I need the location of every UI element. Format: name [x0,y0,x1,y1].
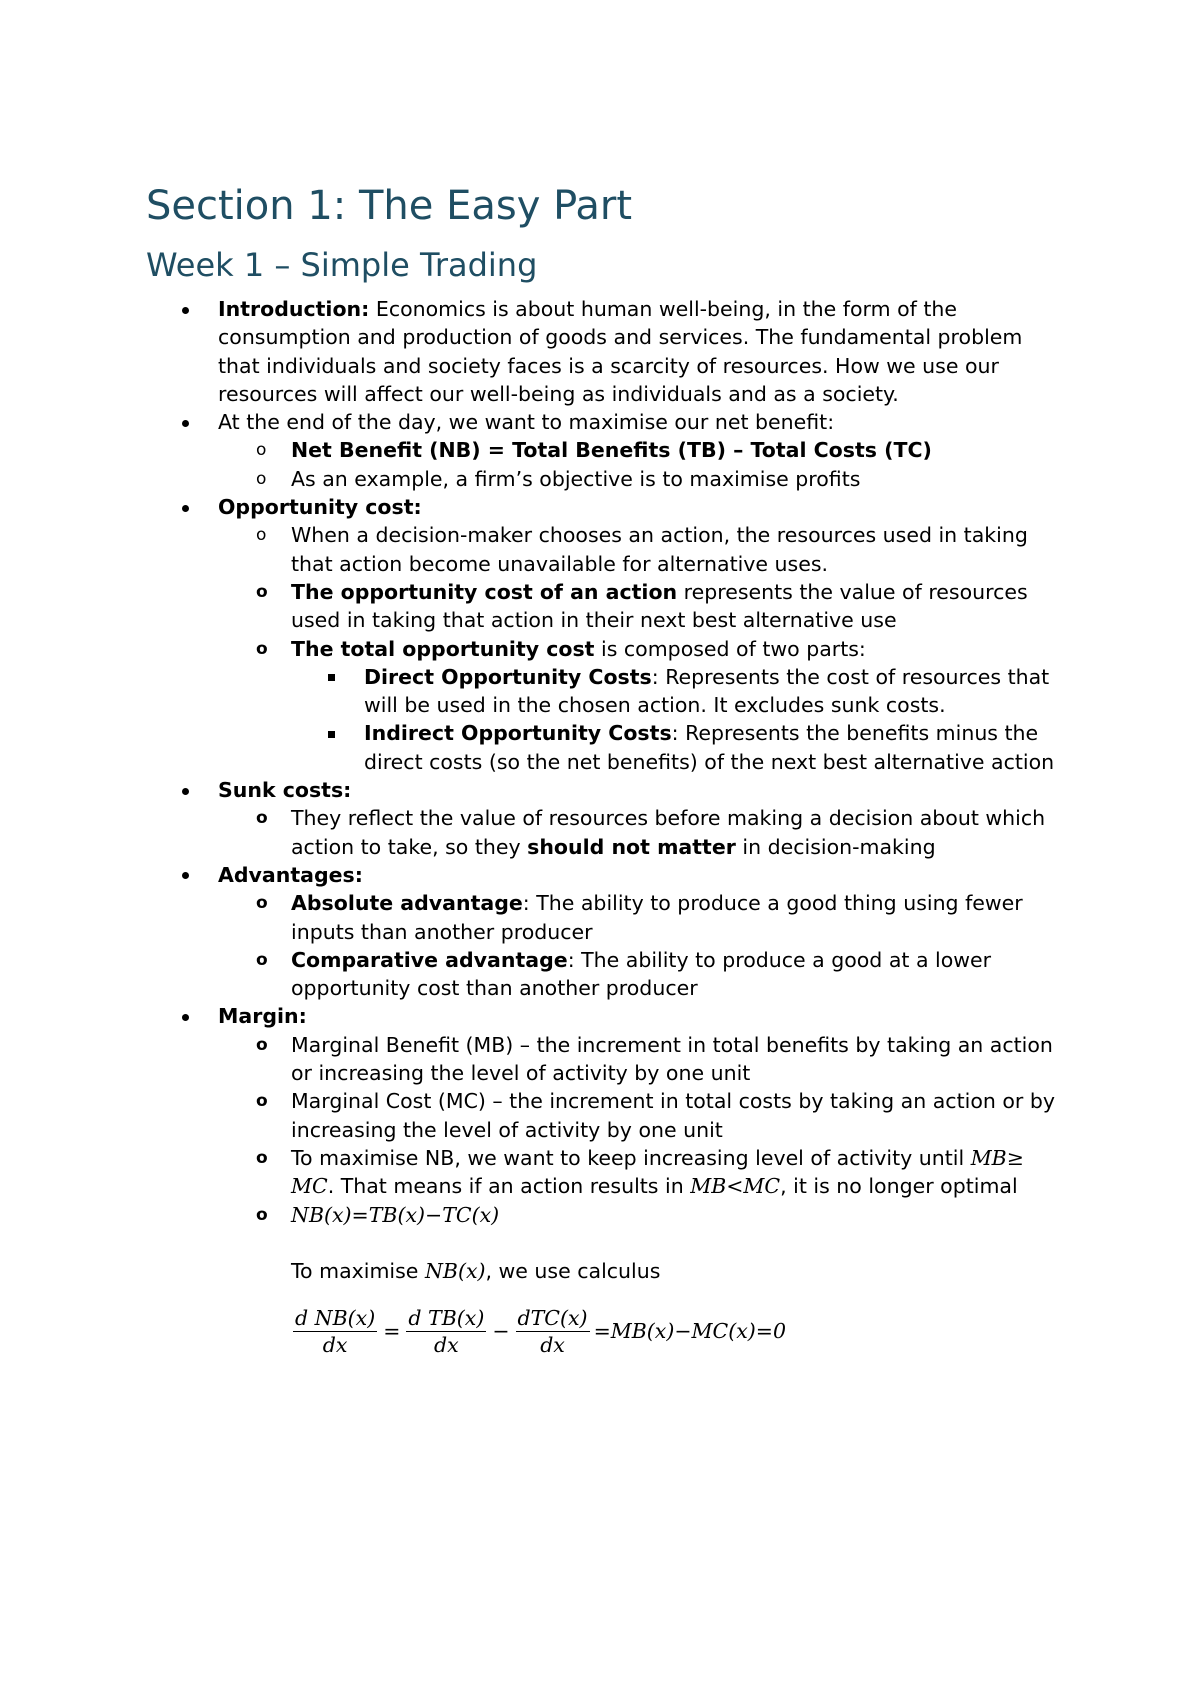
text-nb-formula: Net Benefit (NB) = Total Benefits (TB) – Total Costs (TC) [291,438,932,463]
text-indirect-costs: : Represents the benefits minus the direct costs (so the net benefits) of the next best alternative action [364,721,1055,774]
bold-direct-costs: Direct Opportunity Costs [364,664,652,689]
list-item-direct-costs [0,663,1066,720]
spacer [0,1229,1200,1257]
text-marginal-cost: Marginal Cost (MC) – the increment in total costs by taking an action or by increasing the level of activity by one unit [291,1089,1055,1142]
text-calc-1: To maximise [291,1258,425,1283]
text-opp-sub2: represents the value of resources used in taking that action in their next best alternative use [291,579,1028,633]
bullet-icon [182,408,189,436]
list-item-marginal-cost [0,1087,1067,1144]
text-calc-2: , we use calculus [485,1258,661,1283]
circle-bullet-icon: o [256,808,268,829]
circle-bullet-icon: o [256,949,268,970]
text-max-2: . That means if an action results in [327,1174,691,1199]
circle-bullet-icon: o [256,1147,268,1168]
numerator-dtb: d TB(x) [408,1306,485,1331]
bullet-list [0,295,1200,1229]
list-item-nb-function [0,1201,1067,1229]
spacer [0,1285,1200,1299]
list-item-nb-formula [0,436,1067,464]
bullet-icon [182,861,189,889]
list-item-opp-sub2 [0,578,1067,635]
text-max-1: To maximise NB, we want to keep increasing level of activity until [291,1145,971,1170]
bold-comparative: Comparative advantage [291,947,568,972]
fraction-dtc [516,1305,590,1358]
math-nb-x: NB(x) [424,1258,486,1283]
bold-absolute: Absolute advantage [291,891,523,916]
circle-bullet-icon: o [256,1091,268,1112]
text-introduction: Economics is about human well-being, in the form of the consumption and production of goods and services. The fundamental problem that individuals and society faces is a scarcity of resources. How we use our resources will affect our well-being as individuals and as a society. [218,297,1023,406]
text-nb-example: As an example, a firm’s objective is to maximise profits [291,466,861,491]
circle-bullet-icon: o [256,893,268,914]
list-item-net-benefit [0,408,1028,436]
text-marginal-benefit: Marginal Benefit (MB) – the increment in total benefits by taking an action or increasing the level of activity by one unit [291,1032,1053,1086]
bold-opp-sub2: The opportunity cost of an action [291,579,678,604]
math-nb-formula: NB(x)=TB(x)−TC(x) [291,1202,500,1227]
circle-bullet-icon: o [256,525,267,546]
list-item-sunk-sub [0,804,1067,861]
math-mb-lt-mc: MB<MC [690,1174,781,1199]
bold-indirect-costs: Indirect Opportunity Costs [364,721,672,746]
list-item-marginal-benefit [0,1031,1067,1088]
bold-opp-sub3: The total opportunity cost [291,636,595,661]
text-direct-costs: : Represents the cost of resources that will be used in the chosen action. It excludes sunk costs. [364,664,1050,718]
list-item-nb-example [0,465,1067,493]
section-title: Section 1: The Easy Part [146,183,633,229]
fraction-dtb [406,1305,486,1358]
week-title: Week 1 – Simple Trading [146,246,538,284]
denominator-dx: dx [434,1333,459,1358]
derivative-equation [0,1305,1200,1358]
equals-sign: = [383,1319,401,1344]
label-margin: Margin: [218,1004,307,1029]
list-item-comparative-advantage [0,946,1067,1003]
label-opportunity-cost: Opportunity cost: [218,495,422,520]
circle-bullet-icon: o [256,1034,268,1055]
text-absolute: : The ability to produce a good thing using fewer inputs than another producer [291,891,1023,944]
list-item-maximise-nb [0,1144,1067,1201]
numerator-dnb: d NB(x) [295,1306,376,1331]
text-net-benefit: At the end of the day, we want to maximise our net benefit: [218,410,835,435]
bullet-icon [182,493,189,521]
text-sunk-2: in decision-making [735,834,936,859]
square-bullet-icon [328,663,335,691]
text-sunk-1: They reflect the value of resources before making a decision about which action to take, so they [291,806,1046,859]
numerator-dtc: dTC(x) [517,1306,588,1331]
fraction-dnb [293,1305,377,1358]
derivative-tail: =MB(x)−MC(x)=0 [593,1319,786,1344]
list-item-sunk-costs [0,776,1028,804]
bullet-icon [182,1002,189,1030]
bullet-icon [182,295,189,323]
list-item-absolute-advantage [0,889,1067,946]
denominator-dx: dx [540,1333,565,1358]
text-comparative: : The ability to produce a good at a lower opportunity cost than another producer [291,947,992,1001]
label-sunk-costs: Sunk costs: [218,778,352,803]
circle-bullet-icon: o [256,1204,268,1225]
list-item-margin [0,1002,1028,1030]
text-max-3: , it is no longer optimal [780,1174,1018,1199]
text-opp-sub1: When a decision-maker chooses an action, the resources used in taking that action become unavailable for alternative uses. [291,523,1028,576]
text-opp-sub3: is composed of two parts: [594,636,866,661]
circle-bullet-icon: o [256,581,268,602]
list-item-opp-sub1 [0,521,1067,578]
notes-content [0,295,1200,1358]
circle-bullet-icon: o [256,440,267,461]
list-item-opportunity-cost [0,493,1028,521]
math-mb-ge-mc: MB≥ MC [291,1145,1024,1199]
minus-sign: − [492,1319,510,1344]
bold-sunk: should not matter [527,834,736,859]
square-bullet-icon [328,719,335,747]
list-item-indirect-costs [0,719,1066,776]
circle-bullet-icon: o [256,468,267,489]
calculus-line [0,1257,1067,1285]
label-advantages: Advantages: [218,862,363,887]
list-item-opp-sub3 [0,635,1067,663]
bullet-icon [182,776,189,804]
denominator-dx: dx [322,1333,348,1358]
label-introduction: Introduction: [218,297,370,321]
list-item-introduction [0,295,1028,408]
circle-bullet-icon: o [256,638,268,659]
list-item-advantages [0,861,1028,889]
